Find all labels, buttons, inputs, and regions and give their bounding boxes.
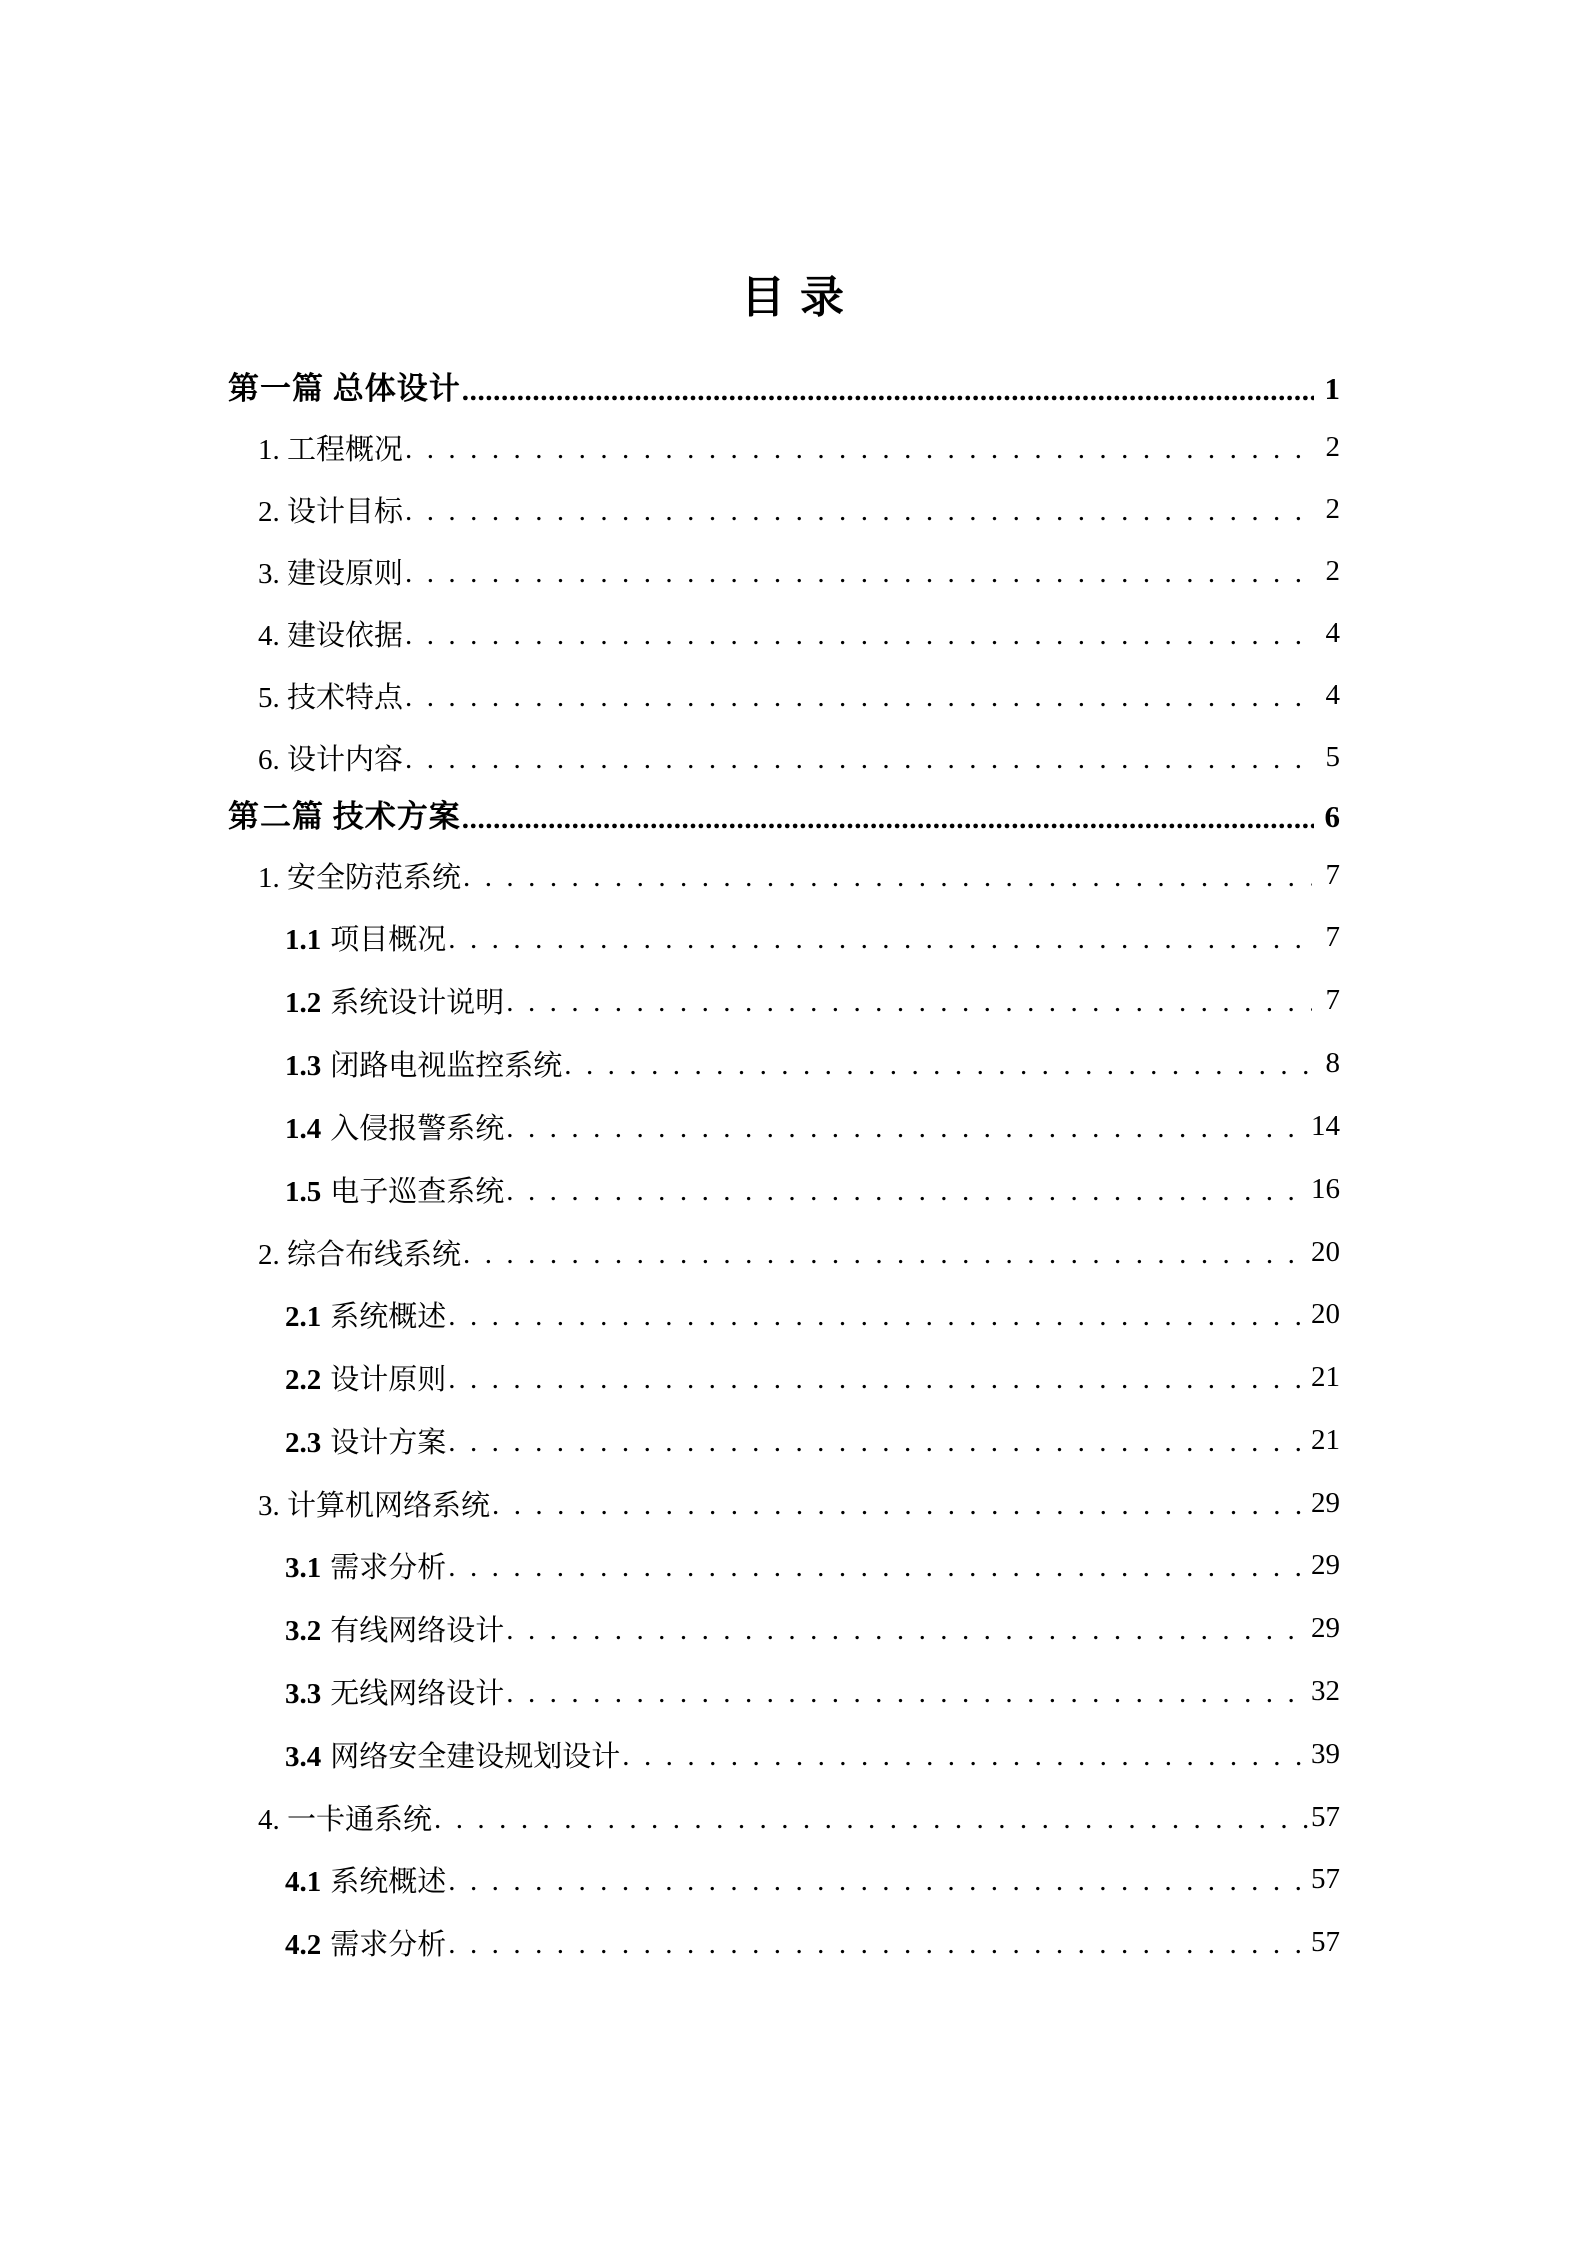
toc-entry-text: 1. 工程概况: [258, 433, 404, 466]
toc-page-number: 57: [1311, 1926, 1340, 1958]
toc-dot-leader: [448, 923, 1312, 956]
toc-entry-label: [258, 855, 461, 896]
toc-entry-text: 4. 建设依据: [258, 619, 404, 652]
toc-page-number: 29: [1311, 1549, 1340, 1581]
toc-entry-number: 2.1: [285, 1301, 322, 1333]
toc-entry-text: 4. 一卡通系统: [258, 1803, 433, 1836]
toc-dot-leader: [506, 1677, 1309, 1710]
toc-entry-text: 需求分析: [330, 1929, 447, 1961]
toc-page-number: 21: [1311, 1361, 1340, 1393]
toc-dot-leader: [448, 1928, 1309, 1961]
toc-entry[interactable]: [0, 540, 1340, 602]
toc-entry-number: 3.4: [285, 1741, 322, 1773]
toc-entry[interactable]: [0, 726, 1340, 788]
toc-entry[interactable]: [0, 1158, 1340, 1221]
toc-page-number: 20: [1311, 1235, 1340, 1268]
toc-entry[interactable]: [0, 1723, 1340, 1786]
toc-entry-number: 3.3: [285, 1678, 322, 1710]
toc-entry[interactable]: [0, 1660, 1340, 1723]
toc-page-number: 16: [1311, 1173, 1340, 1205]
toc-page-number: 32: [1311, 1675, 1340, 1707]
toc-entry[interactable]: [0, 1346, 1340, 1409]
toc-entry-text: 2. 综合布线系统: [258, 1238, 462, 1271]
toc-entry[interactable]: [0, 1221, 1340, 1283]
toc-page-number: 4: [1325, 678, 1340, 711]
toc-entry-label: [285, 1859, 446, 1900]
toc-entry-label: [258, 675, 403, 716]
toc-entry-label: [285, 1169, 504, 1210]
toc-entry[interactable]: [0, 1032, 1340, 1095]
toc-entry[interactable]: [0, 664, 1340, 726]
toc-dot-leader: [448, 1865, 1309, 1898]
toc-dot-leader: [448, 1426, 1309, 1459]
toc-entry-text: 设计原则: [330, 1364, 447, 1396]
toc-dot-leader: [622, 1740, 1309, 1773]
toc-dot-leader: [462, 377, 1314, 406]
toc-entry-number: 2.2: [285, 1364, 322, 1396]
toc-page-number: 2: [1325, 430, 1340, 463]
toc-entry[interactable]: [0, 1283, 1340, 1346]
toc-entry-number: 1.3: [285, 1050, 322, 1082]
toc-page-number: 2: [1325, 492, 1340, 525]
toc-entry-label: [258, 427, 403, 468]
toc-entry-text: 系统设计说明: [330, 987, 505, 1019]
toc-dot-leader: [434, 1803, 1309, 1836]
toc-entry[interactable]: [0, 1095, 1340, 1158]
toc-page-number: 5: [1325, 740, 1340, 773]
toc-entry[interactable]: [0, 906, 1340, 969]
toc-entry-number: 1.1: [285, 924, 322, 956]
toc-entry-text: 闭路电视监控系统: [330, 1050, 563, 1082]
toc-entry-text: 3. 计算机网络系统: [258, 1489, 491, 1522]
toc-entry[interactable]: [0, 1597, 1340, 1660]
toc-dot-leader: [506, 986, 1312, 1019]
toc-entry[interactable]: [0, 1472, 1340, 1534]
table-of-contents: [0, 360, 1587, 1974]
toc-entry-label: [258, 1232, 461, 1273]
toc-entry-label: [285, 980, 504, 1021]
toc-page-number: 21: [1311, 1424, 1340, 1456]
toc-entry-label: [258, 613, 403, 654]
toc-entry[interactable]: [0, 1409, 1340, 1472]
toc-entry-label: [285, 1734, 620, 1775]
toc-entry-text: 系统概述: [330, 1301, 447, 1333]
toc-dot-leader: [492, 1489, 1309, 1522]
toc-entry-label: [228, 370, 461, 406]
toc-entry-text: 2. 设计目标: [258, 495, 404, 528]
toc-dot-leader: [405, 681, 1312, 714]
toc-page-number: 57: [1311, 1863, 1340, 1895]
toc-page-number: 7: [1325, 858, 1340, 891]
toc-page-number: 8: [1325, 1047, 1340, 1079]
toc-entry-label: [285, 1545, 446, 1586]
toc-entry[interactable]: [0, 360, 1340, 416]
toc-entry-number: 4.2: [285, 1929, 322, 1961]
toc-dot-leader: [506, 1112, 1309, 1145]
toc-dot-leader: [448, 1300, 1309, 1333]
toc-page-number: 1: [1324, 370, 1340, 406]
toc-page-number: 7: [1325, 921, 1340, 953]
toc-entry[interactable]: [0, 1786, 1340, 1848]
toc-entry-label: [258, 1483, 490, 1524]
toc-dot-leader: [463, 1238, 1309, 1271]
toc-dot-leader: [463, 861, 1312, 894]
toc-entry[interactable]: [0, 1848, 1340, 1911]
toc-page-number: 29: [1311, 1612, 1340, 1644]
toc-page-number: 7: [1325, 984, 1340, 1016]
toc-entry-label: [258, 489, 403, 530]
toc-entry[interactable]: [0, 478, 1340, 540]
toc-entry-text: 3. 建设原则: [258, 557, 404, 590]
toc-entry[interactable]: [0, 1534, 1340, 1597]
toc-dot-leader: [448, 1363, 1309, 1396]
toc-entry-text: 设计方案: [330, 1427, 447, 1459]
toc-entry-text: 项目概况: [330, 924, 447, 956]
toc-entry-text: 1. 安全防范系统: [258, 861, 462, 894]
toc-dot-leader: [564, 1049, 1312, 1082]
toc-page-number: 14: [1311, 1110, 1340, 1142]
toc-entry-label: [285, 1608, 504, 1649]
toc-page-number: 39: [1311, 1738, 1340, 1770]
toc-page-number: 57: [1311, 1800, 1340, 1833]
toc-entry-label: [285, 1043, 562, 1084]
toc-entry[interactable]: [0, 416, 1340, 478]
toc-entry-text: 无线网络设计: [330, 1678, 505, 1710]
toc-entry-label: [258, 737, 403, 778]
toc-page-number: 6: [1324, 798, 1340, 834]
toc-entry-label: [285, 1294, 446, 1335]
toc-page-number: 4: [1325, 616, 1340, 649]
toc-entry-label: [285, 1106, 504, 1147]
toc-entry-number: 1.5: [285, 1176, 322, 1208]
toc-entry-label: [258, 1797, 432, 1838]
toc-entry[interactable]: [0, 602, 1340, 664]
toc-entry[interactable]: [0, 788, 1340, 844]
toc-dot-leader: [506, 1175, 1309, 1208]
toc-entry[interactable]: [0, 844, 1340, 906]
toc-entry-label: [258, 551, 403, 592]
toc-entry-text: 系统概述: [330, 1866, 447, 1898]
toc-dot-leader: [405, 495, 1312, 528]
toc-entry-number: 1.4: [285, 1113, 322, 1145]
toc-entry-text: 6. 设计内容: [258, 743, 404, 776]
toc-page-number: 20: [1311, 1298, 1340, 1330]
toc-page-number: 2: [1325, 554, 1340, 587]
toc-entry-label: [285, 1357, 446, 1398]
toc-entry-text: 有线网络设计: [330, 1615, 505, 1647]
toc-entry-number: 3.2: [285, 1615, 322, 1647]
toc-entry[interactable]: [0, 969, 1340, 1032]
toc-entry-text: 入侵报警系统: [330, 1113, 505, 1145]
toc-dot-leader: [506, 1614, 1309, 1647]
toc-entry-text: 网络安全建设规划设计: [330, 1741, 621, 1773]
toc-entry-label: [228, 798, 461, 834]
toc-entry-label: [285, 1420, 446, 1461]
toc-entry-text: 需求分析: [330, 1552, 447, 1584]
toc-entry-number: 2.3: [285, 1427, 322, 1459]
toc-dot-leader: [448, 1551, 1309, 1584]
toc-entry-number: 4.1: [285, 1866, 322, 1898]
toc-page-number: 29: [1311, 1486, 1340, 1519]
toc-dot-leader: [405, 557, 1312, 590]
toc-dot-leader: [462, 805, 1314, 834]
toc-entry-label: [285, 917, 446, 958]
toc-dot-leader: [405, 743, 1312, 776]
toc-entry-text: 第二篇 技术方案: [228, 798, 461, 834]
toc-entry-label: [285, 1671, 504, 1712]
toc-entry-number: 3.1: [285, 1552, 322, 1584]
toc-entry-label: [285, 1922, 446, 1963]
toc-entry-number: 1.2: [285, 987, 322, 1019]
toc-entry-text: 5. 技术特点: [258, 681, 404, 714]
page-title: 目 录: [741, 273, 846, 322]
toc-dot-leader: [405, 619, 1312, 652]
toc-entry-text: 电子巡查系统: [330, 1176, 505, 1208]
toc-entry-text: 第一篇 总体设计: [228, 370, 461, 406]
toc-dot-leader: [405, 433, 1312, 466]
toc-entry[interactable]: [0, 1911, 1340, 1974]
